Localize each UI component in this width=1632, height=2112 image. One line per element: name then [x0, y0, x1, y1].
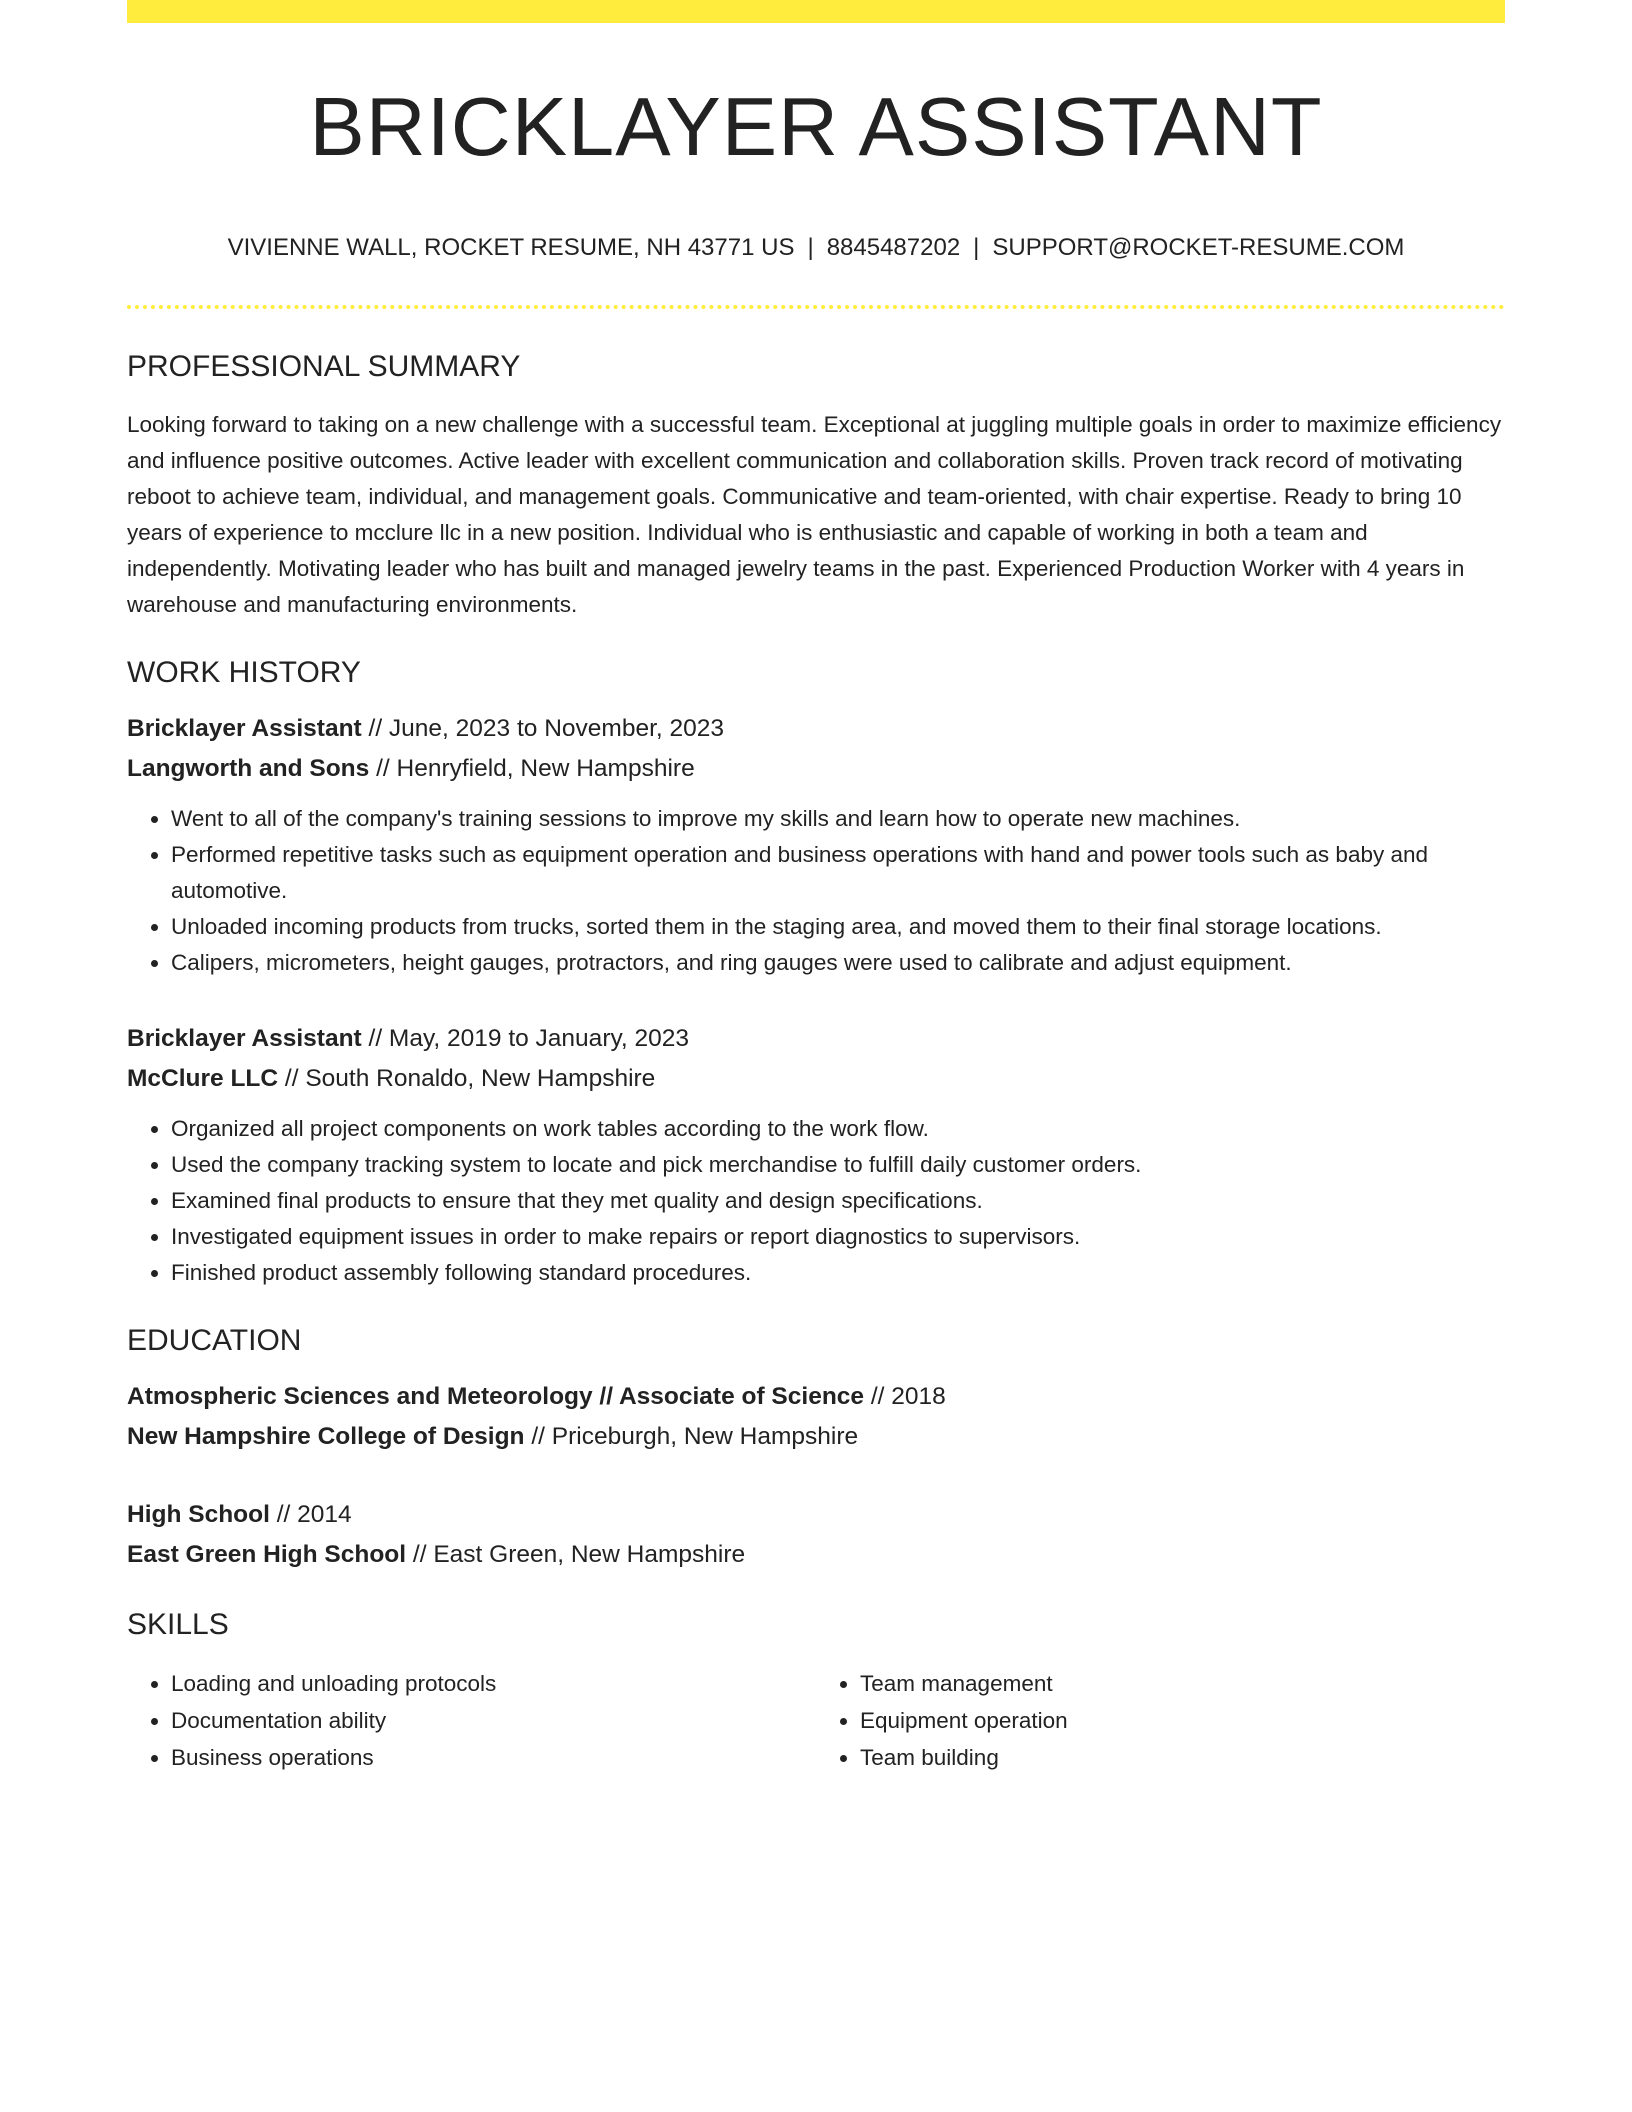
job-title-line — [127, 1019, 1505, 1059]
degree-line — [127, 1495, 1505, 1535]
summary-heading: PROFESSIONAL SUMMARY — [127, 349, 521, 383]
contact-address: VIVIENNE WALL, ROCKET RESUME, NH 43771 US — [227, 234, 795, 261]
skills-column-left — [127, 1665, 816, 1776]
contact-separator: | — [807, 234, 814, 261]
school-location: // Priceburgh, New Hampshire — [524, 1422, 859, 1450]
skill-item: • Documentation ability — [171, 1702, 816, 1739]
job-bullets — [127, 1111, 1505, 1291]
job-title: Bricklayer Assistant — [127, 1024, 362, 1052]
list-item: • Investigated equipment issues in order to make repairs or report diagnostics to supervisors. — [171, 1219, 1505, 1255]
dotted-divider — [127, 305, 1505, 309]
skill-item: • Equipment operation — [860, 1702, 1505, 1739]
degree: High School — [127, 1500, 270, 1528]
list-item: • Performed repetitive tasks such as equipment operation and business operations with hand and power tools such as baby and automotive. — [171, 837, 1505, 909]
list-item: • Organized all project components on work tables according to the work flow. — [171, 1111, 1505, 1147]
work-history-heading: WORK HISTORY — [127, 655, 361, 689]
job-title-line — [127, 709, 1505, 749]
school-name: New Hampshire College of Design — [127, 1422, 525, 1450]
job-location: // South Ronaldo, New Hampshire — [278, 1064, 656, 1092]
education-entry — [127, 1495, 1505, 1575]
job-entry — [127, 1019, 1505, 1291]
job-dates: // May, 2019 to January, 2023 — [361, 1024, 690, 1052]
education-heading: EDUCATION — [127, 1323, 302, 1357]
list-item: • Used the company tracking system to locate and pick merchandise to fulfill daily customer orders. — [171, 1147, 1505, 1183]
job-location: // Henryfield, New Hampshire — [369, 754, 695, 782]
contact-phone: 8845487202 — [826, 234, 961, 261]
skill-item: • Loading and unloading protocols — [171, 1665, 816, 1702]
job-company: Langworth and Sons — [127, 754, 370, 782]
job-company-line — [127, 1059, 1505, 1099]
skills-heading: SKILLS — [127, 1607, 229, 1641]
contact-separator: | — [973, 234, 980, 261]
skills-column-right — [816, 1665, 1505, 1776]
accent-bar — [127, 0, 1505, 23]
skills-grid — [127, 1665, 1505, 1776]
job-title: Bricklayer Assistant — [127, 714, 362, 742]
graduation-year: // 2018 — [864, 1382, 946, 1410]
list-item: • Went to all of the company's training sessions to improve my skills and learn how to operate new machines. — [171, 801, 1505, 837]
job-company: McClure LLC — [127, 1064, 279, 1092]
school-line — [127, 1535, 1505, 1575]
graduation-year: // 2014 — [269, 1500, 352, 1528]
skill-item: • Team management — [860, 1665, 1505, 1702]
list-item: • Finished product assembly following standard procedures. — [171, 1255, 1505, 1291]
contact-email: SUPPORT@ROCKET-RESUME.COM — [992, 234, 1405, 261]
summary-text: Looking forward to taking on a new challenge with a successful team. Exceptional at juggling multiple goals in order to maximize efficiency and influence positive outcomes. Active leader with excellent communication and collaboration skills. Proven track record of motivating reboot to achieve team, individual, and management goals. Communicative and team-oriented, with chair expertise. Ready to bring 10 years of experience to mcclure llc in a new position. Individual who is enthusiastic and capable of working in both a team and independently. Motivating leader who has built and managed jewelry teams in the past. Experienced Production Worker with 4 years in warehouse and manufacturing environments. — [127, 411, 1502, 617]
job-company-line — [127, 749, 1505, 789]
page-title: BRICKLAYER ASSISTANT — [309, 80, 1323, 173]
skill-item: • Team building — [860, 1739, 1505, 1776]
list-item: • Unloaded incoming products from trucks, sorted them in the staging area, and moved them to their final storage locations. — [171, 909, 1505, 945]
degree: Atmospheric Sciences and Meteorology // Associate of Science — [127, 1382, 865, 1410]
school-line — [127, 1417, 1505, 1457]
contact-line — [127, 234, 1505, 263]
degree-line — [127, 1377, 1505, 1417]
job-bullets — [127, 801, 1505, 981]
school-location: // East Green, New Hampshire — [406, 1540, 746, 1568]
education-entry — [127, 1377, 1505, 1457]
list-item: • Calipers, micrometers, height gauges, protractors, and ring gauges were used to calibrate and adjust equipment. — [171, 945, 1505, 981]
skill-item: • Business operations — [171, 1739, 816, 1776]
job-entry — [127, 709, 1505, 981]
job-dates: // June, 2023 to November, 2023 — [361, 714, 724, 742]
school-name: East Green High School — [127, 1540, 407, 1568]
list-item: • Examined final products to ensure that they met quality and design specifications. — [171, 1183, 1505, 1219]
